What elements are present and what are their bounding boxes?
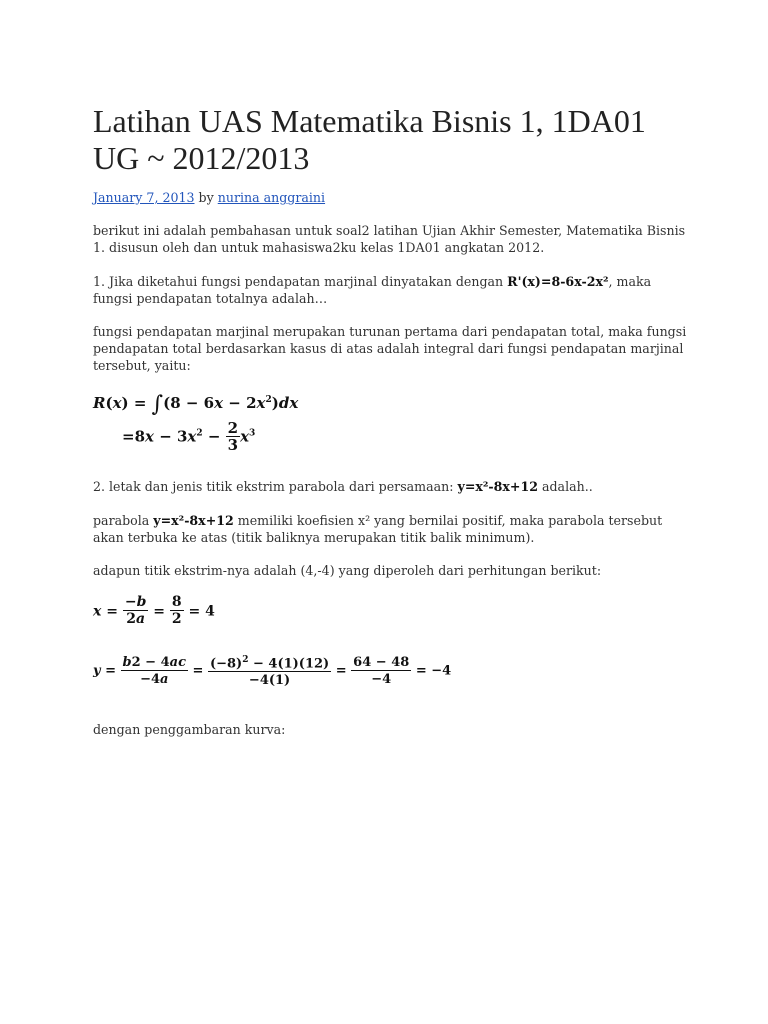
- parabola-paragraph: [93, 512, 693, 546]
- parabola-text: parabola: [93, 513, 154, 528]
- question-1-formula: R'(x)=8-6x-2x²: [507, 274, 609, 289]
- page-title: Latihan UAS Matematika Bisnis 1, 1DA01 UG ~ 2012/2013: [93, 103, 646, 176]
- by-label: by: [198, 190, 214, 205]
- question-2-formula: y=x²-8x+12: [457, 479, 538, 494]
- post-date-link[interactable]: January 7, 2013: [93, 190, 195, 205]
- curve-caption: dengan penggambaran kurva:: [93, 722, 286, 737]
- extremum-paragraph: adapun titik ekstrim-nya adalah (4,-4) yang diperoleh dari perhitungan berikut:: [93, 563, 602, 578]
- parabola-tail: memiliki koefisien x² yang bernilai positif, maka parabola tersebut akan terbuka ke atas (titik baliknya merupakan titik balik minimum).: [93, 513, 663, 545]
- question-1-text: 1. Jika diketahui fungsi pendapatan marjinal dinyatakan dengan: [93, 274, 508, 289]
- question-2-text: 2. letak dan jenis titik ekstrim parabola dari persamaan:: [93, 479, 458, 494]
- x-calculation-formula: x = $\frac{-b}{2a}$ = $\frac{8}{2}$ = 4: [93, 594, 215, 627]
- explanation-paragraph: fungsi pendapatan marjinal merupakan turunan pertama dari pendapatan total, maka fungsi pendapatan total berdasarkan kasus di atas adalah integral dari fungsi pendapatan marjinal tersebut, yaitu:: [93, 324, 687, 373]
- author-link[interactable]: nurina anggraini: [217, 190, 326, 205]
- y-calculation-formula: y = $\frac{b2 - 4ac}{-4a}$ = $\frac{(-8)^2 - 4(1)(12)}{-4(1)}$ = $\frac{64 - 48}{-4}$ = −4: [93, 654, 452, 689]
- question-1-tail: , maka fungsi pendapatan totalnya adalah…: [93, 274, 652, 306]
- question-2-tail: adalah..: [537, 479, 593, 494]
- question-2: [93, 478, 693, 495]
- integral-formula-line2: $=8x - 3x^2$ − $\frac{2}{3}$ $x^3$: [122, 419, 256, 454]
- parabola-formula: y=x²-8x+12: [153, 513, 234, 528]
- integral-formula-line1: $R(x) = \int(8 - 6x - 2x^2)dx$: [93, 392, 299, 417]
- intro-paragraph: berikut ini adalah pembahasan untuk soal2 latihan Ujian Akhir Semester, Matematika Bisnis 1. disusun oleh dan untuk mahasiswa2ku kelas 1DA01 angkatan 2012.: [93, 223, 686, 255]
- question-1: [93, 273, 693, 307]
- post-meta: [93, 189, 693, 206]
